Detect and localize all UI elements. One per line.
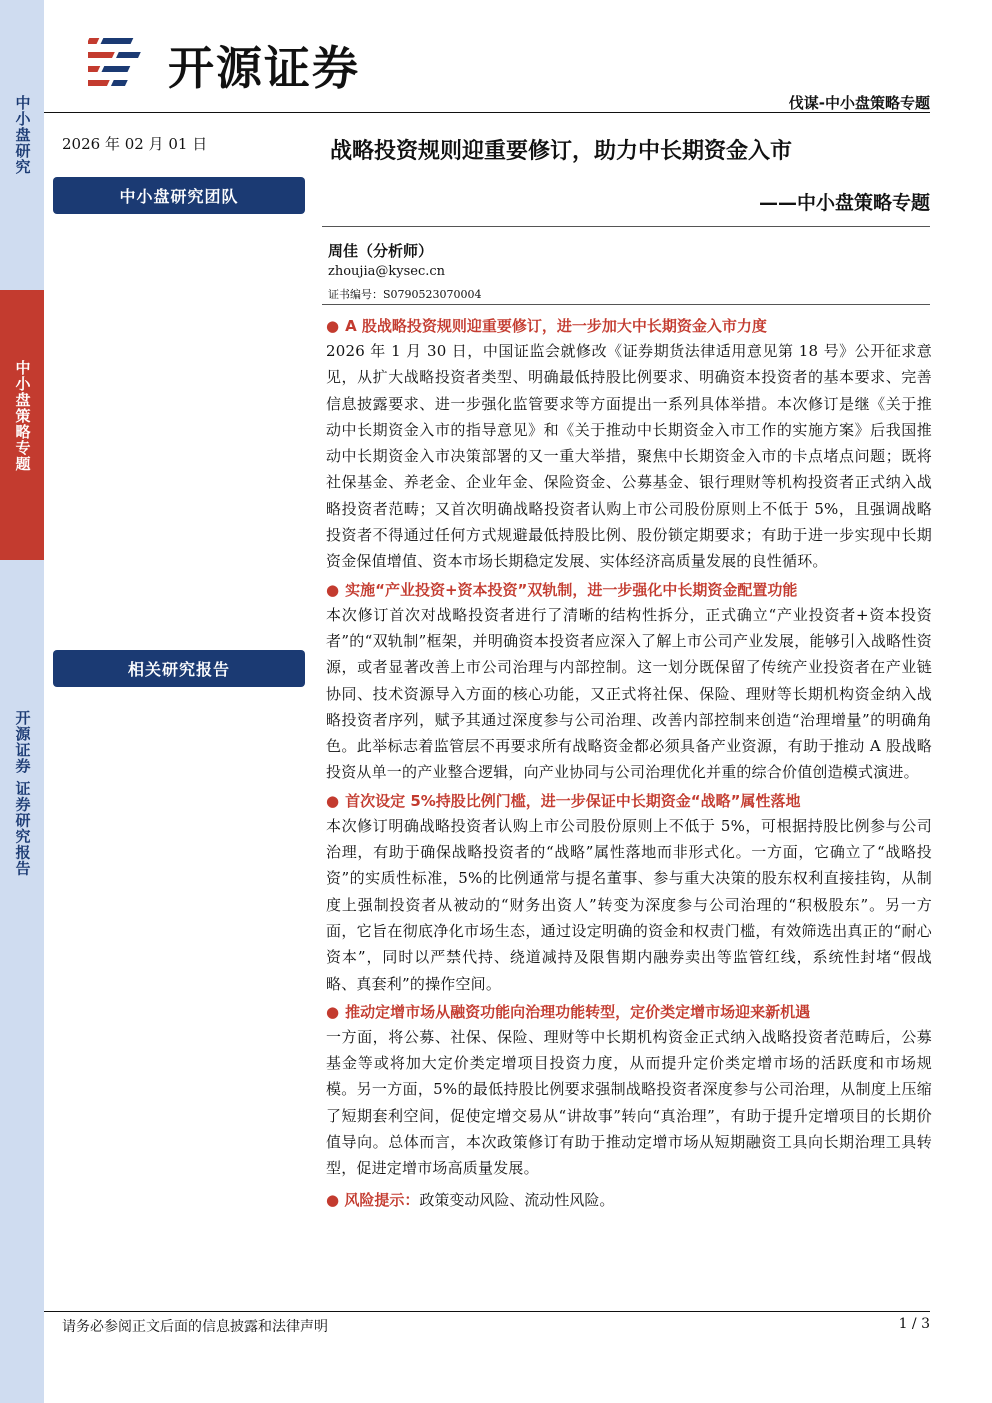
bullet-icon: ● bbox=[326, 580, 340, 599]
header-divider bbox=[44, 112, 930, 113]
section-paragraph: 2026 年 1 月 30 日，中国证监会就修改《证券期货法律适用意见第 18 号》公开征求意见，从扩大战略投资者类型、明确最低持股比例要求、明确资本投资者的基本要求、完善信息披露要求、进一步强化监管要求等方面提出一系列具体举措。本次修订是继《关于推动中长期资金入市的指导意见》和《关于推动中长期资金入市工作的实施方案》后我国推动中长期资金入市决策部署的又一重大举措，聚焦中长期资金入市的卡点堵点问题；既将社保基金、养老金、企业年金、保险资金、公募基金、银行理财等机构投资者正式纳入战略投资者范畴；又首次明确战略投资者认购上市公司股份原则上不低于 5%，且强调战略投资者不得通过任何方式规避最低持股比例、股份锁定期要求；有助于进一步实现中长期资金保值增值、资本市场长期稳定发展、实体经济高质量发展的良性循环。 bbox=[326, 342, 932, 571]
series-tag: 伐谋-中小盘策略专题 bbox=[788, 94, 930, 112]
footer-divider bbox=[44, 1311, 930, 1312]
bullet-icon: ● bbox=[326, 791, 340, 810]
page-number: 1 / 3 bbox=[898, 1316, 930, 1332]
report-title: 战略投资规则迎重要修订，助力中长期资金入市 bbox=[330, 139, 793, 164]
bullet-icon: ● bbox=[326, 1002, 340, 1021]
risk-warning bbox=[326, 1188, 932, 1212]
team-banner: 中小盘研究团队 bbox=[53, 177, 305, 214]
side-label-research: 中小盘研究 bbox=[0, 95, 44, 205]
section-heading: ● 推动定增市场从融资功能向治理功能转型，定价类定增市场迎来新机遇 bbox=[326, 1002, 811, 1021]
analyst-name: 周佳（分析师） bbox=[328, 242, 434, 260]
bullet-icon: ● bbox=[326, 1190, 345, 1209]
brand-logo-icon bbox=[88, 28, 162, 94]
side-strip bbox=[0, 0, 44, 1403]
section-paragraph: 一方面，将公募、社保、保险、理财等中长期机构资金正式纳入战略投资者范畴后，公募基金等或将加大定价类定增项目投资力度，从而提升定价类定增市场的活跃度和市场规模。另一方面，5%的最低持股比例要求强制战略投资者深度参与公司治理，从制度上压缩了短期套利空间，促使定增交易从“讲故事”转向“真治理”，有助于提升定增项目的长期价值导向。总体而言，本次政策修订有助于推动定增市场从短期融资工具向长期治理工具转型，促进定增市场高质量发展。 bbox=[326, 1027, 932, 1178]
section-heading: ● 首次设定 5%持股比例门槛，进一步保证中长期资金“战略”属性落地 bbox=[326, 791, 801, 810]
brand-logo bbox=[88, 28, 388, 94]
side-label-brand: 开源证券 证券研究报告 bbox=[13, 710, 32, 877]
section-heading: ● A 股战略投资规则迎重要修订，进一步加大中长期资金入市力度 bbox=[326, 317, 767, 335]
section-paragraph: 本次修订明确战略投资者认购上市公司股份原则上不低于 5%，可根据持股比例参与公司治理，有助于确保战略投资者的“战略”属性落地而非形式化。一方面，它确立了“战略投资”的实质性标准，5%的比例通常与提名董事、参与重大决策的股东权利直接挂钩，从制度上强制投资者从被动的“财务出资人”转变为深度参与公司治理的“积极股东”。另一方面，它旨在彻底净化市场生态，通过设定明确的资金和权责门槛，有效筛选出真正的“耐心资本”，同时以严禁代持、绕道减持及限售期内融券卖出等监管红线，系统性封堵“假战略、真套利”的操作空间。 bbox=[326, 816, 932, 993]
risk-label: 风险提示： bbox=[344, 1190, 420, 1209]
title-divider bbox=[322, 226, 930, 227]
analyst-cert-number: 证书编号：S0790523070004 bbox=[328, 288, 482, 301]
report-subtitle: ——中小盘策略专题 bbox=[758, 192, 930, 214]
bullet-icon: ● bbox=[326, 317, 340, 335]
section-paragraph: 本次修订首次对战略投资者进行了清晰的结构性拆分，正式确立“产业投资者+资本投资者”的“双轨制”框架，并明确资本投资者应深入了解上市公司产业发展，能够引入战略性资源，或者显著改善上市公司治理与内部控制。这一划分既保留了传统产业投资者在产业链协同、技术资源导入方面的核心功能，又正式将社保、保险、理财等长期机构资金纳入战略投资者序列，赋予其通过深度参与公司治理、改善内部控制来创造“治理增量”的明确角色。此举标志着监管层不再要求所有战略资金都必须具备产业资源，有助于推动 A 股战略投资从单一的产业整合逻辑，向产业协同与公司治理优化并重的综合价值创造模式演进。 bbox=[326, 605, 932, 782]
side-label-topic: 中小盘策略专题 bbox=[0, 290, 44, 560]
report-body bbox=[326, 315, 932, 1212]
risk-text: 政策变动风险、流动性风险。 bbox=[419, 1190, 615, 1209]
related-reports-banner: 相关研究报告 bbox=[53, 650, 305, 687]
analyst-email[interactable]: zhoujia@kysec.cn bbox=[328, 264, 446, 279]
brand-name: 开源证券 bbox=[168, 41, 360, 95]
section-heading: ● 实施“产业投资+资本投资”双轨制，进一步强化中长期资金配置功能 bbox=[326, 580, 798, 599]
report-date: 2026 年 02 月 01 日 bbox=[62, 135, 208, 153]
author-divider bbox=[322, 304, 930, 305]
footer-disclaimer: 请务必参阅正文后面的信息披露和法律声明 bbox=[62, 1319, 328, 1335]
